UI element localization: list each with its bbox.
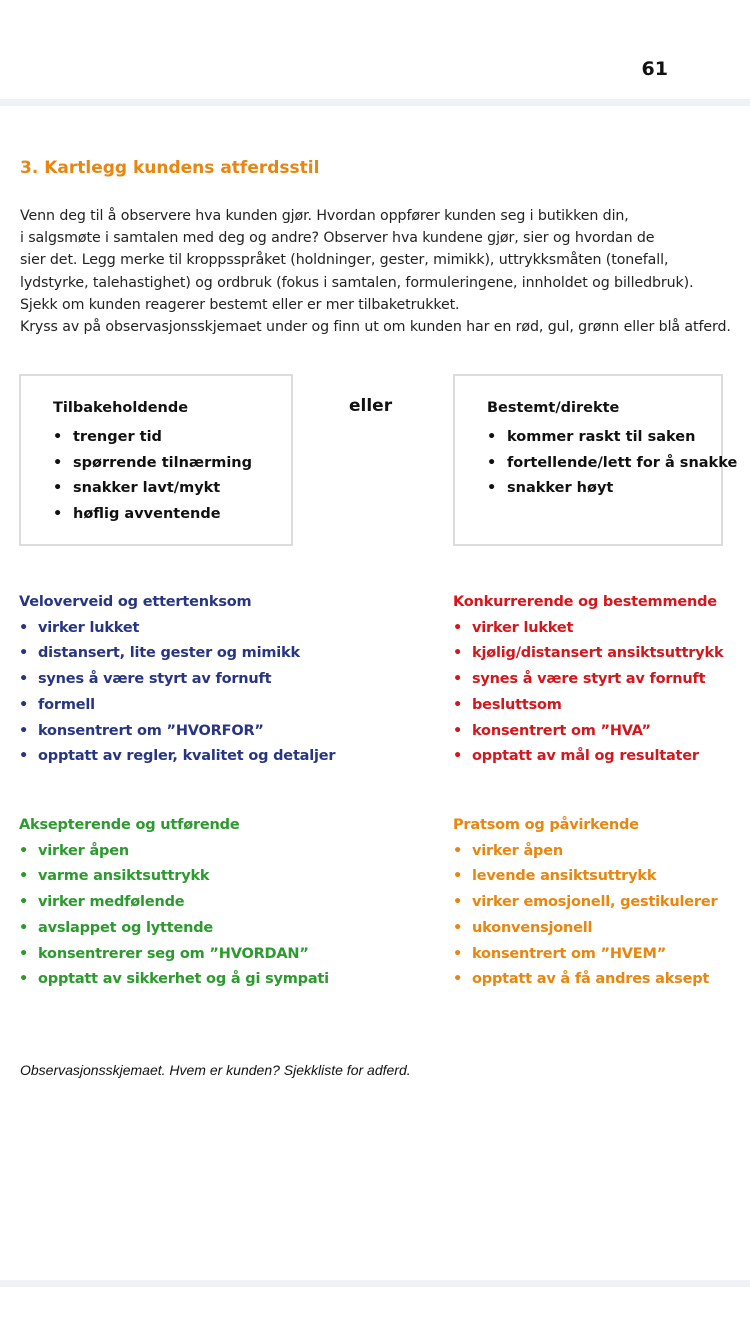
bullet-icon: • <box>453 945 463 962</box>
list-item-text: kommer raskt til saken <box>507 429 696 445</box>
list-item-text: konsentrert om ”HVORFOR” <box>38 722 264 739</box>
list-item <box>453 641 723 667</box>
bullet-icon: • <box>453 671 463 688</box>
green-style-block <box>19 813 329 993</box>
trait-list <box>487 425 737 502</box>
list-item <box>453 616 723 642</box>
list-item-text: virker åpen <box>472 842 563 859</box>
list-item <box>53 476 252 502</box>
orange-style-block <box>453 813 717 993</box>
list-item <box>53 502 252 528</box>
list-item <box>453 967 717 993</box>
list-item <box>19 667 335 693</box>
list-item-text: snakker høyt <box>507 480 614 497</box>
list-item-text: avslappet og lyttende <box>38 919 214 936</box>
bullet-icon: • <box>53 429 63 445</box>
list-item-text: virker medfølende <box>38 894 185 911</box>
list-item-text: opptatt av å få andres aksept <box>472 971 710 988</box>
bullet-icon: • <box>487 429 497 445</box>
list-item <box>487 476 737 502</box>
bullet-icon: • <box>19 645 29 662</box>
intro-paragraph <box>20 205 745 338</box>
list-item-text: fortellende/lett for å snakke <box>507 454 738 471</box>
style-title: Aksepterende og utførende <box>19 817 240 833</box>
bullet-icon: • <box>19 868 29 885</box>
style-title: Veloverveid og ettertenksom <box>19 594 252 610</box>
bullet-icon: • <box>453 696 463 713</box>
list-item <box>19 839 329 865</box>
bullet-icon: • <box>453 971 463 988</box>
list-item-text: virker lukket <box>472 619 574 636</box>
list-item <box>19 864 329 890</box>
connector-label: eller <box>349 396 393 416</box>
section-title: 3. Kartlegg kundens atferdsstil <box>20 158 320 178</box>
list-item <box>19 967 329 993</box>
style-title: Konkurrerende og bestemmende <box>453 594 717 610</box>
list-item-text: synes å være styrt av fornuft <box>38 671 272 688</box>
list-item <box>19 744 335 770</box>
list-item-text: besluttsom <box>472 696 562 713</box>
style-list <box>19 839 329 993</box>
intro-line: sier det. Legg merke til kroppsspråket (holdninger, gester, mimikk), uttrykksmåten (tonefall, <box>20 252 669 269</box>
list-item <box>453 667 723 693</box>
list-item <box>19 719 335 745</box>
blue-style-block <box>19 590 335 770</box>
bullet-icon: • <box>453 894 463 911</box>
bullet-icon: • <box>19 748 29 765</box>
bullet-icon: • <box>19 671 29 688</box>
bullet-icon: • <box>19 722 29 739</box>
intro-line: Sjekk om kunden reagerer bestemt eller er mer tilbaketrukket. <box>20 296 460 313</box>
list-item <box>53 425 252 451</box>
list-item <box>19 693 335 719</box>
list-item-text: trenger tid <box>73 429 162 445</box>
bullet-icon: • <box>53 480 63 497</box>
top-divider-band <box>0 99 750 106</box>
list-item-text: konsentrert om ”HVEM” <box>472 945 667 962</box>
style-list <box>453 839 717 993</box>
bullet-icon: • <box>453 645 463 662</box>
list-item-text: snakker lavt/mykt <box>73 480 221 497</box>
bullet-icon: • <box>53 506 63 523</box>
list-item <box>453 916 717 942</box>
bullet-icon: • <box>19 696 29 713</box>
list-item-text: varme ansiktsuttrykk <box>38 868 210 885</box>
bullet-icon: • <box>53 454 63 471</box>
list-item <box>53 451 252 477</box>
bullet-icon: • <box>487 480 497 497</box>
list-item <box>453 719 723 745</box>
box-title: Bestemt/direkte <box>487 400 620 416</box>
bullet-icon: • <box>19 619 29 636</box>
style-list <box>19 616 335 770</box>
bullet-icon: • <box>19 842 29 859</box>
bullet-icon: • <box>453 619 463 636</box>
bullet-icon: • <box>19 945 29 962</box>
bullet-icon: • <box>19 894 29 911</box>
intro-line: Venn deg til å observere hva kunden gjør. Hvordan oppfører kunden seg i butikken din, <box>20 208 629 224</box>
list-item <box>453 864 717 890</box>
list-item-text: distansert, lite gester og mimikk <box>38 645 300 662</box>
list-item-text: høflig avventende <box>73 506 221 523</box>
list-item <box>453 693 723 719</box>
intro-line: i salgsmøte i samtalen med deg og andre? Observer hva kundene gjør, sier og hvordan de <box>20 230 655 247</box>
list-item-text: levende ansiktsuttrykk <box>472 868 657 885</box>
list-item <box>453 942 717 968</box>
bullet-icon: • <box>453 842 463 859</box>
style-title: Pratsom og påvirkende <box>453 817 639 833</box>
bullet-icon: • <box>19 919 29 936</box>
list-item-text: virker emosjonell, gestikulerer <box>472 894 718 911</box>
style-list <box>453 616 723 770</box>
red-style-block <box>453 590 723 770</box>
list-item <box>453 890 717 916</box>
list-item-text: opptatt av mål og resultater <box>472 748 699 765</box>
bottom-divider-band <box>0 1280 750 1287</box>
list-item <box>487 451 737 477</box>
list-item-text: opptatt av sikkerhet og å gi sympati <box>38 971 329 988</box>
list-item <box>19 890 329 916</box>
list-item-text: spørrende tilnærming <box>73 454 253 471</box>
list-item-text: formell <box>38 696 95 713</box>
trait-list <box>53 425 252 528</box>
list-item <box>19 942 329 968</box>
list-item-text: konsentrerer seg om ”HVORDAN” <box>38 945 309 962</box>
list-item <box>453 744 723 770</box>
bullet-icon: • <box>453 868 463 885</box>
list-item-text: opptatt av regler, kvalitet og detaljer <box>38 748 336 765</box>
bullet-icon: • <box>487 454 497 471</box>
bullet-icon: • <box>453 722 463 739</box>
direct-traits-box <box>453 374 738 546</box>
list-item-text: virker åpen <box>38 842 129 859</box>
list-item <box>19 916 329 942</box>
list-item <box>19 641 335 667</box>
list-item-text: virker lukket <box>38 619 140 636</box>
box-title: Tilbakeholdende <box>53 400 189 416</box>
list-item-text: kjølig/distansert ansiktsuttrykk <box>472 645 724 662</box>
list-item-text: synes å være styrt av fornuft <box>472 671 706 688</box>
intro-line: Kryss av på observasjonsskjemaet under og finn ut om kunden har en rød, gul, grønn eller blå atferd. <box>20 319 731 336</box>
list-item-text: ukonvensjonell <box>472 919 593 936</box>
list-item <box>487 425 737 451</box>
bullet-icon: • <box>453 748 463 765</box>
list-item <box>19 616 335 642</box>
bullet-icon: • <box>453 919 463 936</box>
bullet-icon: • <box>19 971 29 988</box>
page-number: 61 <box>641 58 668 80</box>
reserved-traits-box <box>19 374 293 546</box>
figure-caption: Observasjonsskjemaet. Hvem er kunden? Sjekkliste for adferd. <box>20 1062 411 1078</box>
intro-line: lydstyrke, talehastighet) og ordbruk (fokus i samtalen, formuleringene, innholdet og billedbruk). <box>20 274 694 291</box>
list-item <box>453 839 717 865</box>
list-item-text: konsentrert om ”HVA” <box>472 722 651 739</box>
